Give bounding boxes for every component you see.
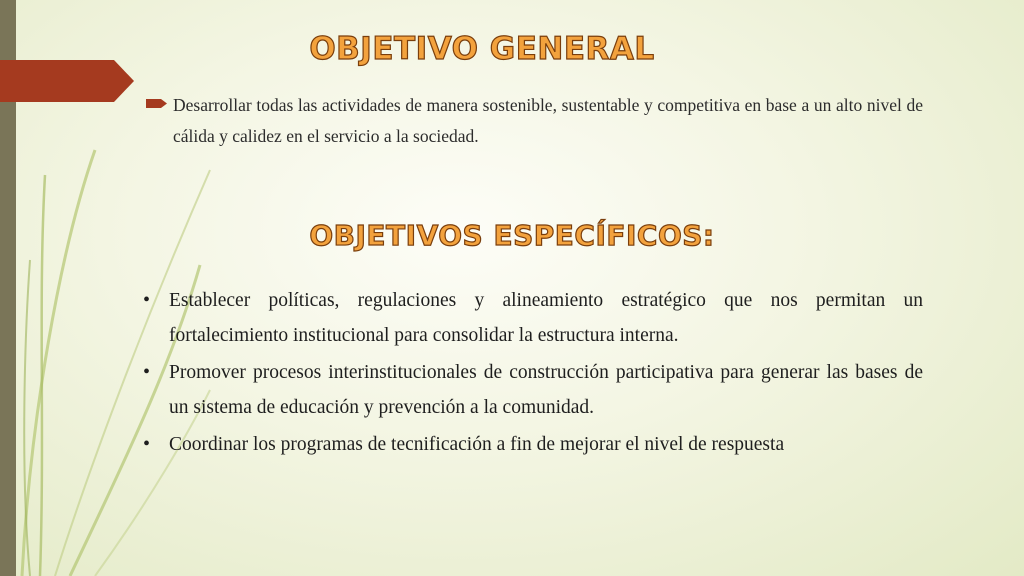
specific-objectives-heading: OBJETIVOS ESPECÍFICOS: — [309, 219, 715, 252]
bullet-dot-icon: • — [143, 433, 151, 455]
list-item — [143, 355, 923, 425]
list-item-text: Establecer políticas, regulaciones y alineamiento estratégico que nos permitan un fortalecimiento institucional para consolidar la estructura interna. — [169, 290, 923, 346]
general-objective-heading: OBJETIVO GENERAL — [309, 31, 655, 67]
list-item — [143, 283, 923, 353]
specific-objectives-list — [143, 283, 923, 464]
list-item-text: Coordinar los programas de tecnificación a fin de mejorar el nivel de respuesta — [169, 434, 785, 455]
bullet-dot-icon: • — [143, 289, 151, 311]
general-objective-text: Desarrollar todas las actividades de manera sostenible, sustentable y competitiva en base a un alto nivel de cálida y calidez en el servicio a la sociedad. — [173, 95, 923, 146]
bullet-dot-icon: • — [143, 361, 151, 383]
list-item-text: Promover procesos interinstitucionales de construcción participativa para generar las bases de un sistema de educación y prevención a la comunidad. — [169, 362, 923, 418]
arrow-bullet-icon — [146, 98, 168, 109]
list-item — [143, 427, 923, 462]
general-objective-item — [146, 90, 923, 152]
